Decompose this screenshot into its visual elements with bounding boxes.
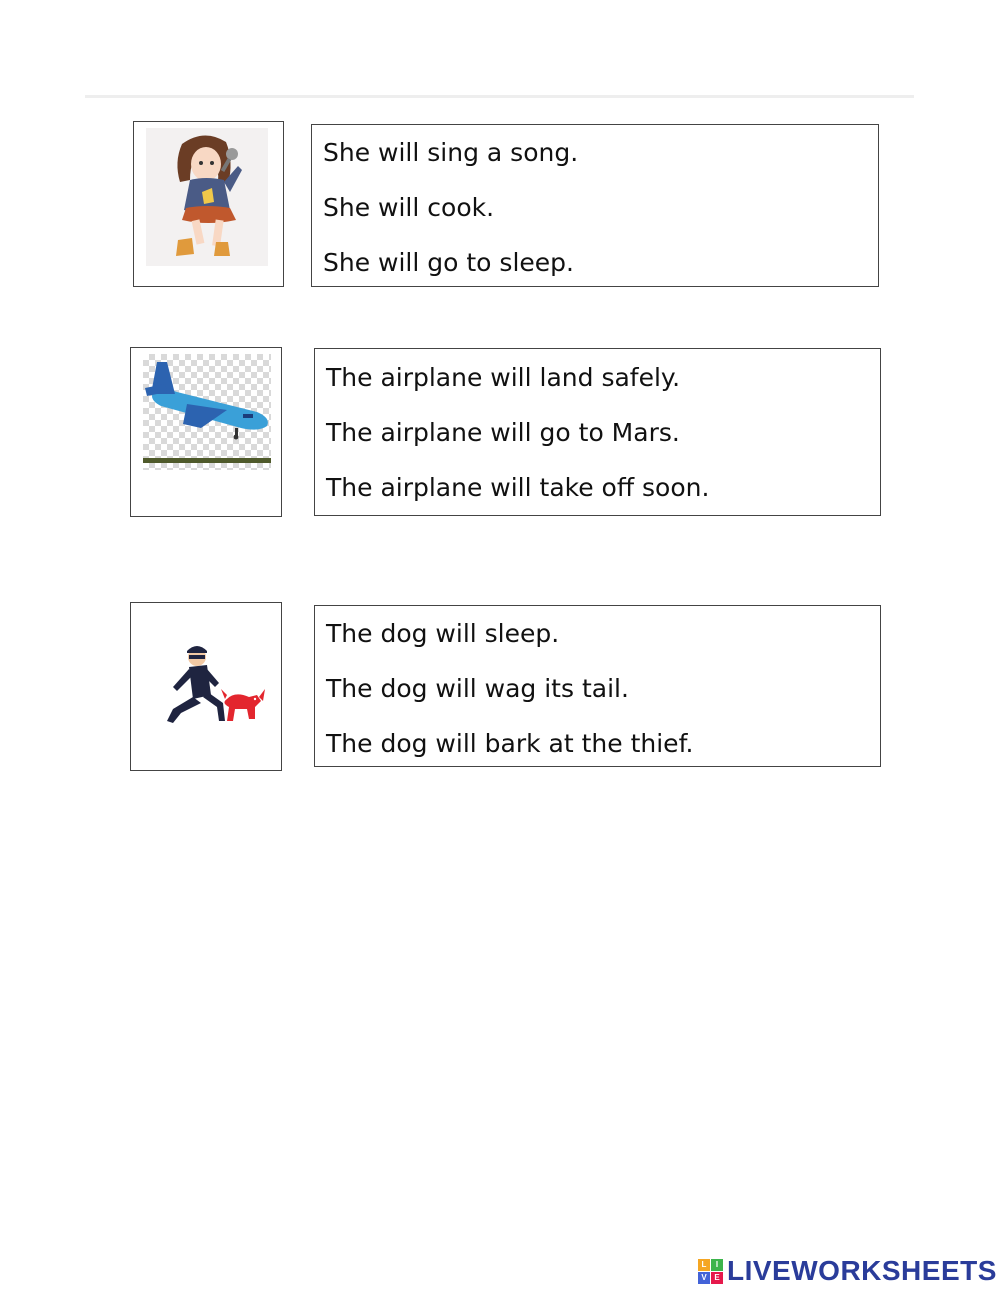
brand-name: LIVEWORKSHEETS bbox=[727, 1255, 997, 1286]
answer-option[interactable]: The airplane will land safely. bbox=[326, 363, 681, 392]
answer-option[interactable]: The dog will bark at the thief. bbox=[326, 729, 694, 758]
girl-singing-picture bbox=[133, 121, 284, 287]
airplane-picture bbox=[130, 347, 282, 517]
answer-options-box bbox=[314, 348, 881, 516]
logo-letter: L bbox=[698, 1259, 710, 1271]
answer-options-box bbox=[314, 605, 881, 767]
airplane-icon bbox=[131, 348, 283, 518]
thief-and-dog-picture bbox=[130, 602, 282, 771]
answer-option[interactable]: The dog will wag its tail. bbox=[326, 674, 629, 703]
answer-option[interactable]: She will sing a song. bbox=[323, 138, 579, 167]
answer-option[interactable]: The dog will sleep. bbox=[326, 619, 560, 648]
logo-mark-icon bbox=[698, 1259, 723, 1284]
logo-letter: V bbox=[698, 1272, 710, 1284]
thief-and-dog-icon bbox=[131, 603, 283, 772]
answer-options-box bbox=[311, 124, 879, 287]
answer-option[interactable]: She will go to sleep. bbox=[323, 248, 574, 277]
answer-option[interactable]: The airplane will take off soon. bbox=[326, 473, 710, 502]
answer-option[interactable]: She will cook. bbox=[323, 193, 495, 222]
answer-option[interactable]: The airplane will go to Mars. bbox=[326, 418, 680, 447]
logo-letter: I bbox=[711, 1259, 723, 1271]
liveworksheets-logo bbox=[698, 1256, 997, 1286]
girl-singing-icon bbox=[134, 122, 285, 288]
logo-letter: E bbox=[711, 1272, 723, 1284]
top-divider bbox=[85, 95, 914, 98]
